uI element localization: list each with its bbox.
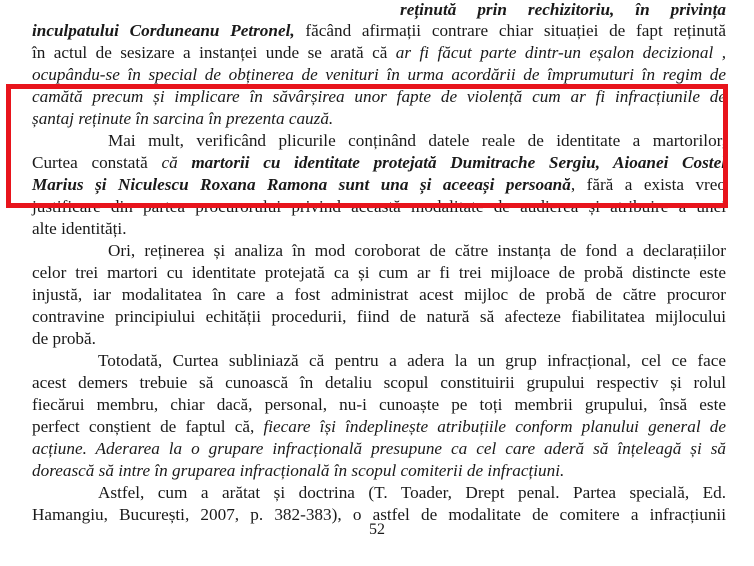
text-segment: contravine principiului echității procedurii, fiind de natură să afecteze fiabilitatea mijlocului xyxy=(32,307,726,326)
text-line xyxy=(32,196,726,218)
text-line xyxy=(108,130,726,152)
text-line xyxy=(32,284,726,306)
text-segment: fiecărui membru, chiar dacă, personal, nu-i cunoaște pe toți membrii grupului, însă este xyxy=(32,395,726,414)
text-segment: că xyxy=(161,153,192,172)
text-segment: ar fi făcut parte dintr-un eșalon decizional , xyxy=(395,43,726,62)
text-segment: inculpatului Corduneanu Petronel, xyxy=(32,21,295,40)
text-segment: alte identități. xyxy=(32,219,127,238)
text-segment: în actul de sesizare a instanței unde se arată că xyxy=(32,43,396,62)
text-segment: dorească să intre în gruparea infracțională în scopul comiterii de infracțiuni. xyxy=(32,461,565,480)
text-line xyxy=(32,438,726,460)
text-segment: justificare din partea procurorului privind această modalitate de audierea și atribuire a unei xyxy=(32,197,726,216)
text-line xyxy=(400,0,726,21)
text-segment: perfect conștient de faptul că, xyxy=(32,417,264,436)
text-line xyxy=(32,460,726,482)
text-segment: , fără a exista vreo xyxy=(570,175,727,194)
text-segment: camătă precum și implicare în săvârșirea unor fapte de violență cum ar fi infracțiunile de xyxy=(32,87,726,106)
text-segment: făcând afirmații contrare chiar situației de fapt reținută xyxy=(294,21,726,40)
text-line xyxy=(32,394,726,416)
text-segment: șantaj reținute în sarcina în prezenta cauză. xyxy=(32,109,334,128)
text-line xyxy=(32,174,726,196)
text-segment: Astfel, cum a arătat și doctrina (T. Toader, Drept penal. Partea specială, Ed. xyxy=(98,483,726,502)
page-number: 52 xyxy=(369,521,385,538)
text-line xyxy=(32,416,726,438)
text-segment: injustă, iar modalitatea în care a fost administrat acest mijloc de probă de către procuror xyxy=(32,285,726,304)
text-segment: de probă. xyxy=(32,329,96,348)
text-line xyxy=(32,152,726,174)
text-segment: acest demers trebuie să cunoască în detaliu scopul constituirii grupului respectiv și rolul xyxy=(32,373,726,392)
text-line xyxy=(32,218,726,240)
text-segment: Totodată, Curtea subliniază că pentru a adera la un grup infracțional, cel ce face xyxy=(98,351,726,370)
text-segment: martorii cu identitate protejată Dumitrache Sergiu, Aioanei Costel xyxy=(191,153,726,172)
text-line xyxy=(32,64,726,86)
text-line xyxy=(98,482,726,504)
text-segment: Marius și Niculescu Roxana Ramona sunt una și aceeași persoană xyxy=(32,175,571,194)
text-segment: acțiune. Aderarea la o grupare infracțională presupune ca cel care aderă să înțeleagă și să xyxy=(32,439,726,458)
text-line xyxy=(32,108,726,130)
text-segment: Ori, reținerea și analiza în mod coroborat de către instanța de fond a declarațiilor xyxy=(108,241,726,260)
text-line xyxy=(98,350,726,372)
text-segment: Mai mult, verificând plicurile conținând datele reale de identitate a martorilor, xyxy=(108,131,726,150)
text-line xyxy=(32,86,726,108)
text-line xyxy=(32,328,726,350)
text-segment: ocupându-se în special de obținerea de venituri în urma acordării de împrumuturi în regim de xyxy=(32,65,726,84)
text-line xyxy=(32,42,726,64)
text-line xyxy=(32,372,726,394)
text-segment: celor trei martori cu identitate protejată ca și cum ar fi trei mijloace de probă distincte este xyxy=(32,263,726,282)
text-line xyxy=(32,306,726,328)
text-line xyxy=(108,240,726,262)
text-segment: reținută prin rechizitoriu, în privința xyxy=(400,0,726,19)
text-line xyxy=(32,262,726,284)
text-segment: fiecare își îndeplinește atribuțiile conform planului general de xyxy=(263,417,726,436)
text-line xyxy=(32,20,726,42)
text-segment: Curtea constată xyxy=(32,153,162,172)
text-segment: Hamangiu, București, 2007, p. 382-383), o astfel de modalitate de comitere a infracțiunii xyxy=(32,505,726,524)
